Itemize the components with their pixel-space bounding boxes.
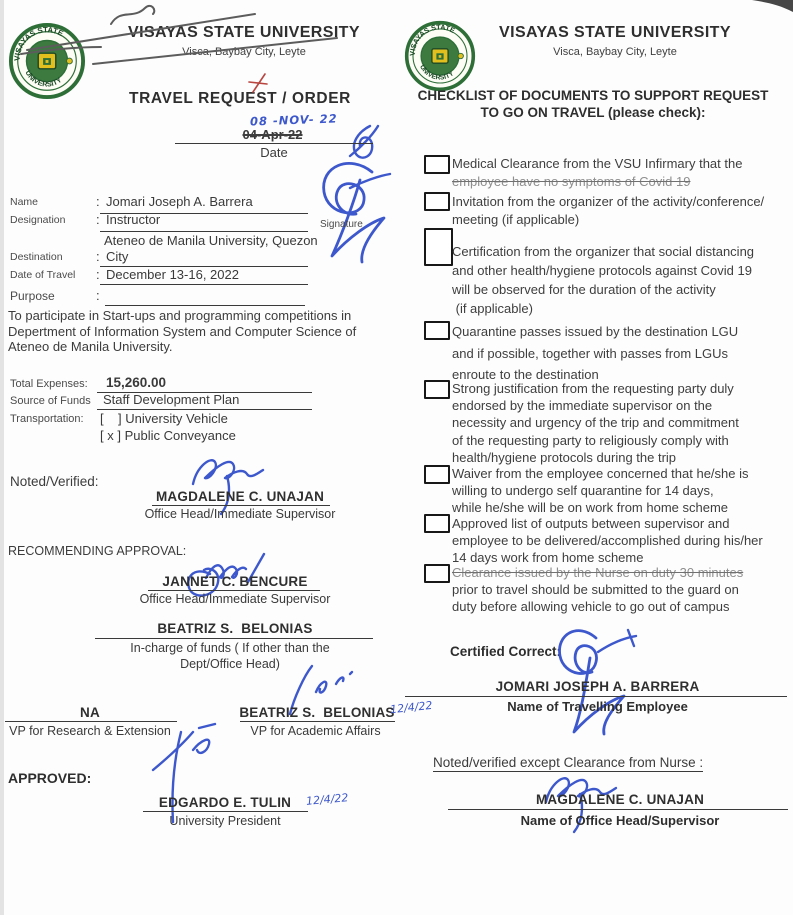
- total-expenses-value: 15,260.00: [106, 375, 167, 390]
- checklist-item-4: [452, 321, 790, 386]
- checkbox-item-3[interactable]: [424, 228, 453, 266]
- approved-handwritten-date: 12/4/22: [305, 791, 349, 808]
- checklist-line: and other health/hygiene protocols against Covid 19: [452, 263, 752, 278]
- travel-date-label: Date of Travel: [10, 269, 76, 281]
- vp-research-name: NA: [80, 705, 100, 720]
- recommending-name-line: [148, 590, 320, 591]
- transport-checkbox-brackets[interactable]: [ x ]: [100, 428, 121, 443]
- travel-date-value: December 13-16, 2022: [106, 267, 239, 282]
- date-label: Date: [260, 145, 288, 160]
- name-colon: :: [96, 194, 100, 209]
- checklist-line: Quarantine passes issued by the destination LGU: [452, 324, 739, 339]
- vp-research-title: VP for Research & Extension: [9, 724, 171, 738]
- checklist-line: meeting (if applicable): [452, 212, 580, 227]
- approved-title: University President: [169, 814, 281, 828]
- certified-name-line: [405, 696, 787, 697]
- approved-name: EDGARDO E. TULIN: [158, 795, 292, 810]
- university-name-left: VISAYAS STATE UNIVERSITY: [128, 24, 360, 41]
- checklist-item-5: [452, 380, 790, 466]
- recommending-title: Office Head/Immediate Supervisor: [139, 592, 331, 606]
- approved-label: APPROVED:: [8, 770, 92, 786]
- vp-academic-line: [240, 721, 395, 722]
- scan-corner-artifact: [740, 0, 793, 14]
- handwritten-date: 08 -NOV- 22: [249, 111, 338, 129]
- pen-scribble-marks: [15, 2, 365, 100]
- source-of-funds-label: Source of Funds: [10, 395, 91, 407]
- travel-date-colon: :: [96, 267, 100, 282]
- checkbox-item-2[interactable]: [424, 192, 450, 211]
- checkbox-item-5[interactable]: [424, 380, 450, 399]
- purpose-line: [105, 305, 305, 306]
- date-line: [175, 143, 373, 144]
- checklist-item-8: [452, 564, 790, 616]
- purpose-text: [8, 308, 398, 355]
- incharge-title-line1: In-charge of funds ( If other than the: [130, 641, 330, 655]
- transport-option-university-vehicle[interactable]: [100, 411, 228, 426]
- purpose-text-line: To participate in Start-ups and programming competitions in: [8, 308, 352, 323]
- noted-verified-label: Noted/Verified:: [10, 474, 99, 489]
- vsu-seal-logo: [404, 20, 476, 92]
- noted-verified-name: MAGDALENE C. UNAJAN: [155, 489, 325, 504]
- total-expenses-label: Total Expenses:: [10, 378, 88, 390]
- purpose-label: Purpose: [10, 289, 55, 303]
- designation-value: Instructor: [106, 212, 161, 227]
- checklist-item-6: [452, 466, 790, 516]
- checklist-line: (if applicable): [452, 301, 533, 316]
- checklist-line: Strong justification from the requesting party duly: [452, 381, 734, 396]
- vp-academic-title: VP for Academic Affairs: [250, 724, 381, 738]
- noted-except-name: MAGDALENE C. UNAJAN: [535, 792, 705, 807]
- checklist-line: necessity and urgency of the trip and commitment: [452, 415, 739, 431]
- name-label: Name: [10, 196, 39, 208]
- purpose-text-line: Ateneo de Manila University.: [8, 339, 173, 354]
- designation-label: Designation: [10, 214, 66, 226]
- checklist-title-line2: TO GO ON TRAVEL (please check):: [480, 105, 706, 120]
- approved-name-line: [143, 811, 308, 812]
- checklist-line: Certification from the organizer that social distancing: [452, 244, 755, 259]
- checkbox-item-6[interactable]: [424, 465, 450, 484]
- noted-except-label: Noted/verified except Clearance from Nurse :: [433, 755, 704, 770]
- struck-printed-date: 04-Apr-22: [242, 127, 303, 142]
- checklist-line: employee to be delivered/accomplished during his/her: [452, 533, 763, 549]
- travel-date-line: [100, 284, 308, 285]
- incharge-title-line2: Dept/Office Head): [180, 657, 280, 671]
- checklist-line: while he/she will be on work from home scheme: [452, 499, 729, 515]
- noted-except-title: Name of Office Head/Supervisor: [520, 813, 720, 828]
- checklist-line: willing to undergo self quarantine for 14 days,: [452, 482, 714, 498]
- funds-line: [97, 409, 312, 410]
- noted-name-line: [152, 505, 330, 506]
- noted-verified-title: Office Head/Immediate Supervisor: [144, 507, 336, 521]
- university-address-right: Visca, Baybay City, Leyte: [553, 46, 677, 58]
- destination-value: City: [106, 249, 129, 264]
- recommending-name: JANNET C. BENCURE: [162, 574, 308, 589]
- checklist-line: Waiver from the employee concerned that he/she is: [452, 466, 749, 481]
- name-value: Jomari Joseph A. Barrera: [106, 194, 253, 209]
- signature-label: Signature: [320, 219, 363, 230]
- destination-wrap-line: Ateneo de Manila University, Quezon: [104, 233, 318, 248]
- form-title: TRAVEL REQUEST / ORDER: [129, 90, 351, 107]
- vp-academic-name: BEATRIZ S. BELONIAS: [239, 705, 395, 720]
- certified-title: Name of Travelling Employee: [507, 699, 688, 714]
- designation-colon: :: [96, 212, 100, 227]
- checklist-line-struck: Clearance issued by the Nurse on duty 30 minutes: [452, 565, 744, 580]
- checklist-line: Invitation from the organizer of the activity/conference/: [452, 194, 765, 209]
- page-edge-shadow: [0, 0, 4, 915]
- certified-correct-label: Certified Correct:: [450, 644, 562, 659]
- recommending-approval-label: RECOMMENDING APPROVAL:: [8, 544, 187, 558]
- checklist-line: and if possible, together with passes from LGUs: [452, 345, 729, 361]
- employee-signature: [298, 158, 398, 270]
- university-name-right: VISAYAS STATE UNIVERSITY: [499, 24, 731, 41]
- noted-except-name-line: [448, 809, 788, 810]
- checklist-item-3: [452, 242, 790, 318]
- checklist-line-struck: employee have no symptoms of Covid 19: [452, 174, 691, 189]
- checkbox-item-7[interactable]: [424, 514, 450, 533]
- transport-checkbox-brackets[interactable]: [ ]: [100, 411, 122, 426]
- destination-label: Destination: [10, 251, 63, 263]
- checklist-line: endorsed by the immediate supervisor on the: [452, 398, 713, 414]
- purpose-colon: :: [96, 288, 100, 303]
- purpose-text-line: Depertment of Information System and Computer Science of: [8, 323, 357, 339]
- checkbox-item-4[interactable]: [424, 321, 450, 340]
- checklist-line: prior to travel should be submitted to the guard on: [452, 582, 739, 598]
- checklist-line: enroute to the destination: [452, 367, 599, 382]
- vp-academic-handwritten-date: 12/4/22: [389, 698, 433, 717]
- checkbox-item-8[interactable]: [424, 564, 450, 583]
- destination-colon: :: [96, 249, 100, 264]
- checklist-line: duty before allowing vehicle to go out of campus: [452, 599, 730, 615]
- checklist-title-line1: CHECKLIST OF DOCUMENTS TO SUPPORT REQUEST: [417, 88, 769, 103]
- transportation-label: Transportation:: [10, 413, 84, 425]
- transport-option-label: University Vehicle: [125, 411, 228, 426]
- checklist-line: health/hygiene protocols during the trip: [452, 449, 677, 465]
- checklist-item-7: [452, 515, 790, 567]
- incharge-name: BEATRIZ S. BELONIAS: [157, 621, 313, 636]
- transport-option-public-conveyance[interactable]: [100, 428, 236, 443]
- checklist-item-1: [452, 155, 790, 191]
- university-address-left: Visca, Baybay City, Leyte: [182, 46, 306, 58]
- checklist-line: Approved list of outputs between supervisor and: [452, 516, 730, 531]
- certified-name: JOMARI JOSEPH A. BARRERA: [495, 679, 700, 694]
- incharge-line: [95, 638, 373, 639]
- source-of-funds-value: Staff Development Plan: [103, 392, 240, 407]
- checklist-line: Medical Clearance from the VSU Infirmary that the: [452, 156, 743, 171]
- checklist-line: will be observed for the duration of the activity: [452, 282, 716, 297]
- checklist-item-2: [452, 193, 790, 229]
- checkbox-item-1[interactable]: [424, 155, 450, 174]
- checklist-line: of the requesting party to religiously comply with: [452, 432, 729, 448]
- transport-option-label: Public Conveyance: [124, 428, 236, 443]
- designation-line: [100, 231, 308, 232]
- checklist-line: 14 days work from home scheme: [452, 550, 644, 566]
